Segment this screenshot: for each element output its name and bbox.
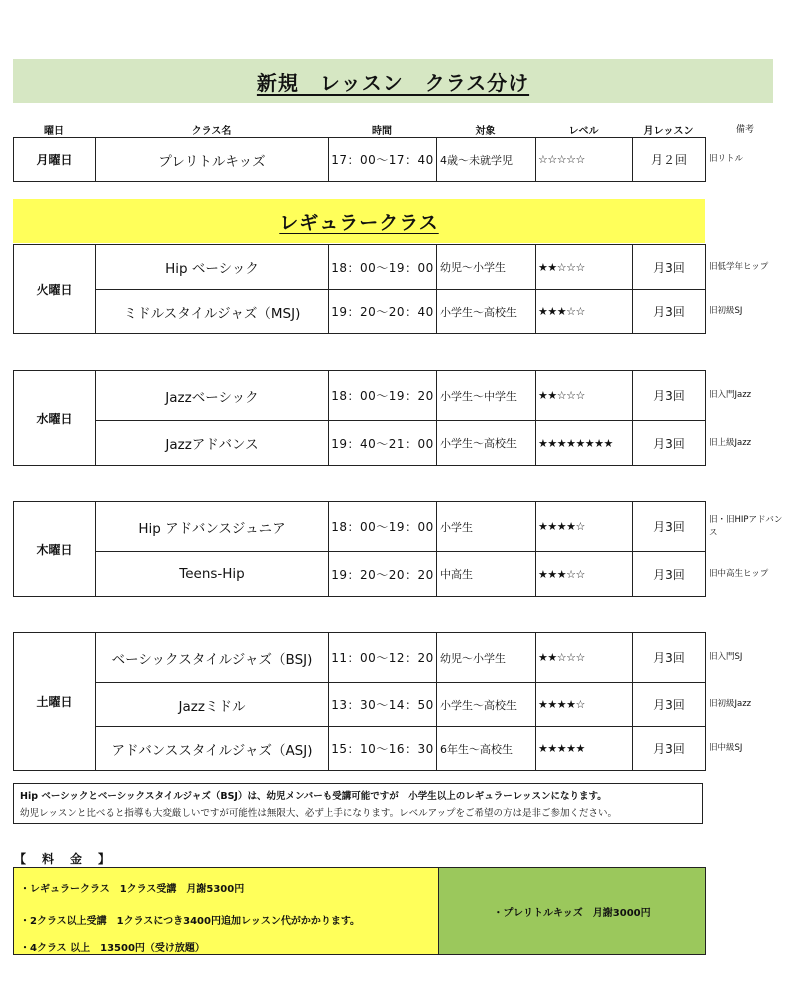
header-time: 時間	[372, 126, 392, 137]
class-name: Teens-Hip	[96, 552, 329, 597]
tuesday-table	[13, 244, 786, 334]
time-cell: 18：00〜19：00	[329, 502, 437, 552]
level-stars: ★★★★★★★★	[536, 421, 633, 466]
regular-class-title: レギュラークラス	[279, 211, 439, 234]
monthly-cell: 月3回	[633, 502, 706, 552]
note-cell: 旧・旧HIPアドバンス	[709, 514, 783, 538]
monthly-cell: 月3回	[633, 683, 706, 727]
note-cell: 旧リトル	[709, 154, 744, 164]
target-cell: 4歳〜未就学児	[437, 138, 536, 182]
table-row	[14, 502, 786, 552]
note-cell: 旧中級SJ	[709, 743, 743, 753]
fee-item-1: ・レギュラークラス 1クラス受講 月謝5300円	[20, 884, 245, 895]
level-stars: ★★☆☆☆	[536, 371, 633, 421]
class-name: Jazzミドル	[96, 683, 329, 727]
table-row	[14, 290, 786, 334]
monthly-cell: 月3回	[633, 727, 706, 771]
saturday-table	[13, 632, 786, 771]
class-name: ミドルスタイルジャズ（MSJ)	[96, 290, 329, 334]
regular-class-banner	[13, 199, 705, 243]
day-cell: 火曜日	[14, 245, 96, 334]
time-cell: 11：00〜12：20	[329, 633, 437, 683]
level-stars: ★★☆☆☆	[536, 633, 633, 683]
level-stars: ★★★★★	[536, 727, 633, 771]
time-cell: 18：00〜19：20	[329, 371, 437, 421]
class-name: Jazzアドバンス	[96, 421, 329, 466]
target-cell: 小学生〜中学生	[437, 371, 536, 421]
title-banner	[13, 59, 773, 103]
note-cell: 旧低学年ヒップ	[709, 261, 769, 272]
time-cell: 17：00〜17：40	[329, 138, 437, 182]
level-stars: ★★★☆☆	[536, 552, 633, 597]
target-cell: 幼児〜小学生	[437, 633, 536, 683]
pre-class-table	[13, 137, 786, 182]
target-cell: 小学生〜高校生	[437, 290, 536, 334]
note-cell: 旧初級Jazz	[709, 699, 752, 709]
time-cell: 15：10〜16：30	[329, 727, 437, 771]
notice-line-2: 幼児レッスンと比べると指導も大変厳しいですが可能性は無限大、必ず上手になります。レベルアップをご希望の方は是非ご参加ください。	[20, 808, 617, 819]
fee-regular-panel	[14, 868, 439, 954]
level-stars: ★★★★☆	[536, 502, 633, 552]
fee-pre-panel	[439, 868, 705, 954]
fee-pre-text: ・プレリトルキッズ 月謝3000円	[493, 907, 651, 919]
level-stars: ★★★☆☆	[536, 290, 633, 334]
monthly-cell: 月3回	[633, 421, 706, 466]
class-name: ベーシックスタイルジャズ（BSJ)	[96, 633, 329, 683]
day-cell: 月曜日	[14, 138, 96, 182]
page-title: 新規 レッスン クラス分け	[256, 70, 530, 95]
fee-item-2: ・2クラス以上受講 1クラスにつき3400円追加レッスン代がかかります。	[20, 916, 361, 927]
table-row	[14, 421, 786, 466]
day-cell: 水曜日	[14, 371, 96, 466]
level-stars: ★★☆☆☆	[536, 245, 633, 290]
table-row	[14, 245, 786, 290]
target-cell: 幼児〜小学生	[437, 245, 536, 290]
monthly-cell: 月3回	[633, 633, 706, 683]
class-name: Hip アドバンスジュニア	[96, 502, 329, 552]
monthly-cell: 月3回	[633, 290, 706, 334]
class-name: Jazzベーシック	[96, 371, 329, 421]
note-cell: 旧入門SJ	[709, 652, 743, 662]
class-name: Hip ベーシック	[96, 245, 329, 290]
table-row	[14, 371, 786, 421]
note-cell: 旧中高生ヒップ	[709, 568, 769, 579]
time-cell: 18：00〜19：00	[329, 245, 437, 290]
target-cell: 6年生〜高校生	[437, 727, 536, 771]
table-row	[14, 633, 786, 683]
fee-item-3: ・4クラス 以上 13500円（受け放題）	[20, 943, 205, 954]
day-cell: 木曜日	[14, 502, 96, 597]
time-cell: 19：40〜21：00	[329, 421, 437, 466]
time-cell: 13：30〜14：50	[329, 683, 437, 727]
time-cell: 19：20〜20：40	[329, 290, 437, 334]
notice-line-1: Hip ベーシックとベーシックスタイルジャズ（BSJ）は、幼児メンバーも受講可能ですが 小学生以上のレギュラーレッスンになります。	[20, 791, 607, 802]
header-class: クラス名	[191, 126, 232, 137]
target-cell: 小学生	[437, 502, 536, 552]
target-cell: 小学生〜高校生	[437, 421, 536, 466]
class-name: プレリトルキッズ	[96, 138, 329, 182]
table-row	[14, 138, 786, 182]
level-stars: ☆☆☆☆☆	[536, 138, 633, 182]
table-row	[14, 683, 786, 727]
note-cell: 旧入門Jazz	[709, 390, 752, 400]
target-cell: 小学生〜高校生	[437, 683, 536, 727]
monthly-cell: 月3回	[633, 371, 706, 421]
target-cell: 中高生	[437, 552, 536, 597]
fee-label: 【 料 金 】	[14, 852, 113, 866]
notice-box	[13, 783, 703, 824]
monthly-cell: 月２回	[633, 138, 706, 182]
header-target: 対象	[475, 126, 496, 137]
header-level: レベル	[568, 126, 599, 137]
level-stars: ★★★★☆	[536, 683, 633, 727]
wednesday-table	[13, 370, 786, 466]
table-row	[14, 552, 786, 597]
header-day: 曜日	[44, 126, 64, 137]
monthly-cell: 月3回	[633, 245, 706, 290]
table-row	[14, 727, 786, 771]
fee-box	[13, 867, 706, 955]
note-cell: 旧上級Jazz	[709, 437, 752, 448]
header-note: 備考	[735, 125, 754, 135]
day-cell: 土曜日	[14, 633, 96, 771]
monthly-cell: 月3回	[633, 552, 706, 597]
note-cell: 旧初級SJ	[709, 306, 743, 316]
thursday-table	[13, 501, 786, 597]
class-name: アドバンススタイルジャズ（ASJ)	[96, 727, 329, 771]
header-monthly: 月レッスン	[643, 126, 694, 137]
time-cell: 19：20〜20：20	[329, 552, 437, 597]
